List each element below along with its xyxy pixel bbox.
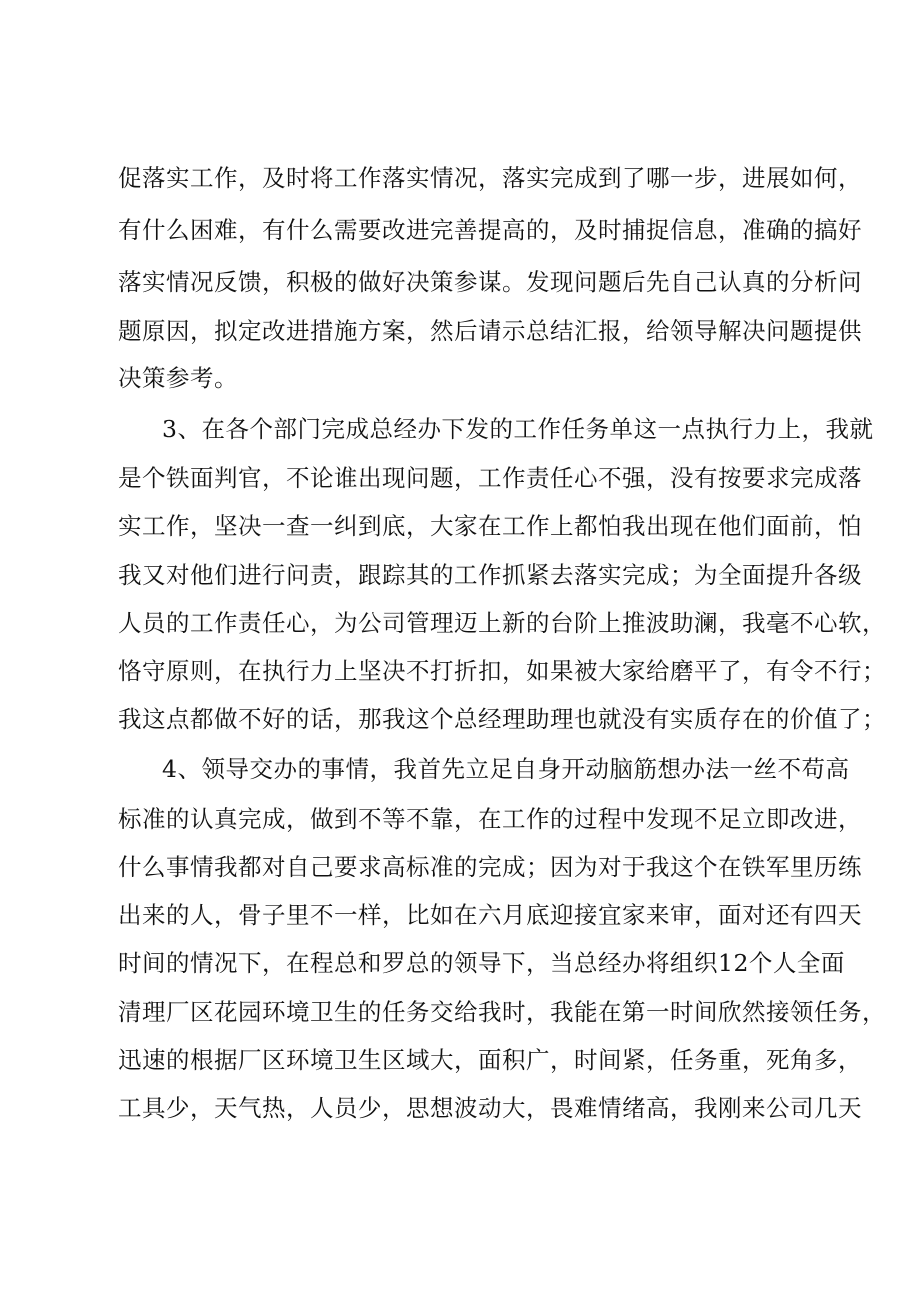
paragraph-line: 标准的认真完成，做到不等不靠，在工作的过程中发现不足立即改进， [118,805,862,833]
paragraph-line: 4、领导交办的事情，我首先立足自身开动脑筋想办法一丝不苟高 [162,755,850,783]
paragraph-line: 什么事情我都对自己要求高标准的完成；因为对于我这个在铁军里历练 [118,853,862,881]
paragraph-line: 清理厂区花园环境卫生的任务交给我时，我能在第一时间欣然接领任务， [118,998,886,1026]
paragraph-line: 迅速的根据厂区环境卫生区域大，面积广，时间紧，任务重，死角多， [118,1046,862,1074]
paragraph-line: 促落实工作，及时将工作落实情况，落实完成到了哪一步，进展如何， [118,164,862,192]
paragraph-line: 我这点都做不好的话，那我这个总经理助理也就没有实质存在的价值了； [118,705,886,733]
paragraph-line: 有什么困难，有什么需要改进完善提高的，及时捕捉信息，准确的搞好 [118,216,862,244]
paragraph-line: 时间的情况下，在程总和罗总的领导下，当总经办将组织12个人全面 [118,949,845,977]
paragraph-line: 是个铁面判官，不论谁出现问题，工作责任心不强，没有按要求完成落 [118,464,862,492]
paragraph-line: 恪守原则，在执行力上坚决不打折扣，如果被大家给磨平了，有令不行； [118,657,886,685]
paragraph-line: 人员的工作责任心，为公司管理迈上新的台阶上推波助澜，我毫不心软， [118,609,886,637]
paragraph-line: 实工作，坚决一查一纠到底，大家在工作上都怕我出现在他们面前，怕 [118,512,862,540]
paragraph-line: 我又对他们进行问责，跟踪其的工作抓紧去落实完成；为全面提升各级 [118,561,862,589]
paragraph-line: 决策参考。 [118,364,238,392]
paragraph-line: 3、在各个部门完成总经办下发的工作任务单这一点执行力上，我就 [162,415,874,443]
paragraph-line: 出来的人，骨子里不一样，比如在六月底迎接宜家来审，面对还有四天 [118,901,862,929]
paragraph-line: 工具少，天气热，人员少，思想波动大，畏难情绪高，我刚来公司几天 [118,1094,862,1122]
paragraph-line: 落实情况反馈，积极的做好决策参谋。发现问题后先自己认真的分析问 [118,268,862,296]
paragraph-line: 题原因，拟定改进措施方案，然后请示总结汇报，给领导解决问题提供 [118,317,862,345]
